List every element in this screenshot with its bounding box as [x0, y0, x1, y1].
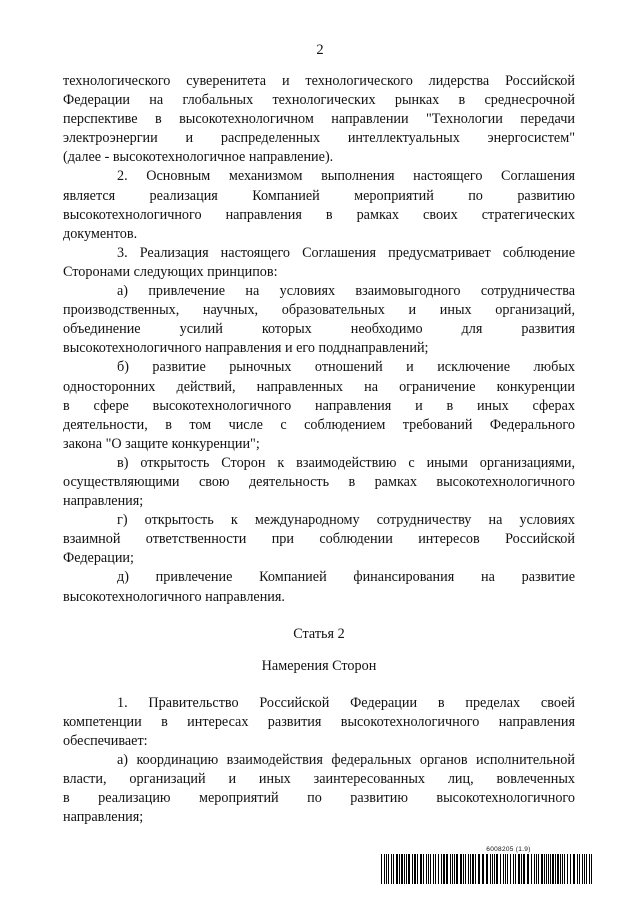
barcode-bar: [586, 854, 587, 884]
text-line: объединение усилий которых необходимо для развития: [63, 321, 575, 338]
text-line: компетенции в интересах развития высокотехнологичного направления: [63, 713, 575, 730]
barcode-block: [381, 846, 596, 884]
text-line: д) привлечение Компанией финансирования на развитие: [117, 569, 575, 586]
barcode-bar: [430, 854, 431, 884]
text-line: высокотехнологичного направления в рамках своих стратегических: [63, 206, 575, 223]
heading-line: Статья 2: [293, 625, 345, 642]
barcode-bar: [482, 854, 484, 884]
barcode-bar: [393, 854, 394, 884]
barcode-bar: [515, 854, 516, 884]
barcode-bar: [567, 854, 568, 884]
barcode-bar: [505, 854, 506, 884]
text-line: закона "О защите конкуренции";: [63, 435, 260, 452]
text-line: (далее - высокотехнологичное направление).: [63, 149, 334, 166]
barcode-bar: [573, 854, 575, 884]
text-line: производственных, научных, образовательных и иных организаций,: [63, 302, 575, 319]
barcode-bar: [496, 854, 498, 884]
barcode-bar: [570, 854, 571, 884]
barcode-bar: [486, 854, 488, 884]
text-line: осуществляющими свою деятельность в рамках высокотехнологичного: [63, 473, 575, 490]
text-line: односторонних действий, направленных на ограничение конкуренции: [63, 378, 575, 395]
text-line: перспективе в высокотехнологичном направлении "Технологии передачи: [63, 111, 575, 128]
text-line: г) открытость к международному сотрудничеству на условиях: [117, 512, 575, 529]
text-line: власти, организаций и иных заинтересованных лиц, вовлеченных: [63, 771, 575, 788]
heading-line: Намерения Сторон: [261, 657, 377, 674]
barcode-bar: [386, 854, 387, 884]
text-line: в) открытость Сторон к взаимодействию с иными организациями,: [117, 454, 575, 471]
barcode-bar: [446, 854, 448, 884]
barcode-bar: [406, 854, 407, 884]
barcode-bar: [546, 854, 547, 884]
barcode-bar: [518, 854, 520, 884]
barcode-bar: [494, 854, 495, 884]
text-line: деятельности, в том числе с соблюдением требований Федерального: [63, 416, 575, 433]
barcode-bar: [381, 854, 382, 884]
barcode-bar: [463, 854, 464, 884]
barcode-bar: [412, 854, 413, 884]
spacer: [63, 607, 575, 625]
barcode-bar: [450, 854, 451, 884]
barcode-bar: [557, 854, 559, 884]
text-line: высокотехнологичного направления и его подднаправлений;: [63, 340, 429, 357]
barcode-bar: [490, 854, 491, 884]
spacer: [63, 644, 575, 657]
document-body: [63, 72, 575, 827]
barcode-bar: [591, 854, 592, 884]
barcode-bar: [384, 854, 385, 884]
barcode-bar: [472, 854, 474, 884]
barcode-bar: [460, 854, 462, 884]
barcode-bar: [399, 854, 400, 884]
barcode-bar: [468, 854, 469, 884]
barcode-bar: [560, 854, 561, 884]
barcode-bar: [538, 854, 539, 884]
barcode-bar: [523, 854, 525, 884]
barcode-bar: [426, 854, 427, 884]
text-line: взаимной ответственности при соблюдении интересов Российской: [63, 531, 575, 548]
text-line: является реализация Компанией мероприятий по развитию: [63, 187, 575, 204]
barcode-bar: [420, 854, 422, 884]
barcode-bar: [503, 854, 504, 884]
text-line: в сфере высокотехнологичного направления и в иных сферах: [63, 397, 575, 414]
barcode-bar: [589, 854, 590, 884]
text-line: Федерации на глобальных технологических рынках в среднесрочной: [63, 92, 575, 109]
barcode-bar: [478, 854, 480, 884]
barcode-bar: [443, 854, 445, 884]
barcode-bar: [438, 854, 439, 884]
text-line: в реализацию мероприятий по развитию высокотехнологичного: [63, 790, 575, 807]
barcode-bar: [510, 854, 511, 884]
text-line: 1. Правительство Российской Федерации в пределах своей: [117, 694, 575, 711]
text-line: направления;: [63, 809, 144, 826]
text-line: 3. Реализация настоящего Соглашения предусматривает соблюдение: [117, 244, 575, 261]
barcode-bar: [541, 854, 543, 884]
barcode-bar: [396, 854, 398, 884]
barcode-bar: [456, 854, 458, 884]
barcode-bar: [435, 854, 436, 884]
barcode-bar: [564, 854, 565, 884]
barcode-bar: [391, 854, 392, 884]
barcode-bar: [536, 854, 537, 884]
barcode-bar: [579, 854, 580, 884]
barcode-bar: [507, 854, 508, 884]
barcode-bar: [555, 854, 556, 884]
text-line: направления;: [63, 493, 144, 510]
barcode-caption: 6008205 (1.9): [486, 846, 531, 853]
text-line: высокотехнологичного направления.: [63, 588, 285, 605]
barcode-bar: [577, 854, 578, 884]
barcode-bar: [470, 854, 471, 884]
barcode-bar: [465, 854, 466, 884]
barcode-bar: [513, 854, 514, 884]
barcode-bar: [433, 854, 434, 884]
barcode-bar: [417, 854, 418, 884]
spacer: [63, 676, 575, 694]
text-line: электроэнергии и распределенных интеллектуальных энергосистем": [63, 130, 575, 147]
barcode-bar: [552, 854, 554, 884]
text-line: б) развитие рыночных отношений и исключение любых: [117, 359, 575, 376]
barcode-bar: [527, 854, 529, 884]
barcode-bar: [452, 854, 453, 884]
barcode-bar: [534, 854, 535, 884]
barcode-bar: [428, 854, 429, 884]
barcode-bar: [531, 854, 532, 884]
barcode-bar: [408, 854, 410, 884]
barcode-bar: [500, 854, 501, 884]
text-line: а) привлечение на условиях взаимовыгодного сотрудничества: [117, 283, 575, 300]
text-line: Федерации;: [63, 550, 134, 567]
barcode-bar: [582, 854, 583, 884]
barcode-bar: [562, 854, 563, 884]
barcode-image: [381, 854, 596, 884]
barcode-bar: [584, 854, 585, 884]
barcode-bar: [414, 854, 416, 884]
barcode-bar: [550, 854, 551, 884]
barcode-bar: [521, 854, 522, 884]
barcode-bar: [401, 854, 403, 884]
text-line: документов.: [63, 225, 138, 242]
barcode-bar: [404, 854, 405, 884]
page-number: 2: [316, 42, 324, 58]
barcode-bar: [441, 854, 442, 884]
text-line: Сторонами следующих принципов:: [63, 263, 278, 280]
text-line: 2. Основным механизмом выполнения настоящего Соглашения: [117, 168, 575, 185]
text-line: технологического суверенитета и технологического лидерства Российской: [63, 73, 575, 89]
barcode-bar: [544, 854, 545, 884]
barcode-bar: [454, 854, 455, 884]
barcode-bar: [548, 854, 549, 884]
barcode-bar: [388, 854, 389, 884]
barcode-bar: [423, 854, 424, 884]
text-line: а) координацию взаимодействия федеральных органов исполнительной: [117, 752, 575, 769]
text-line: обеспечивает:: [63, 733, 148, 749]
barcode-bar: [475, 854, 476, 884]
barcode-bar: [492, 854, 493, 884]
